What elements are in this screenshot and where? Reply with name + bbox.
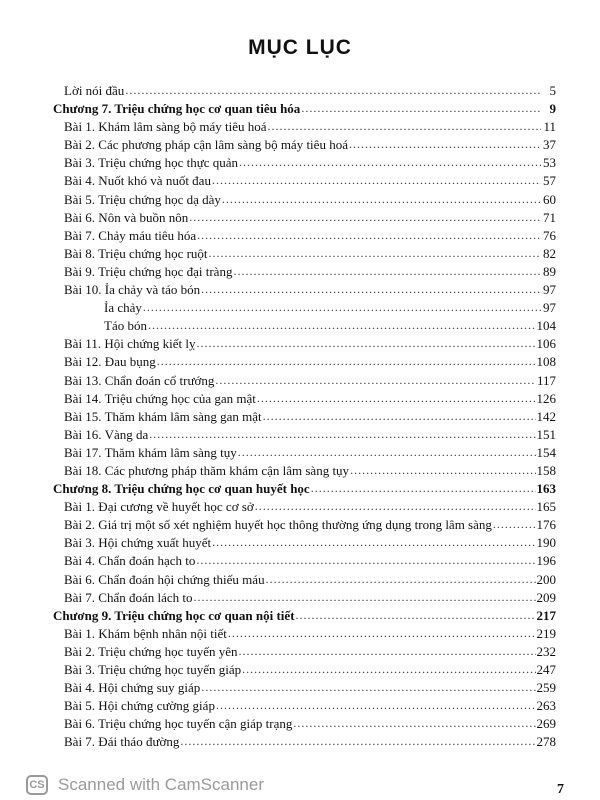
toc-label: Bài 10. Ỉa chảy và táo bón xyxy=(64,282,201,298)
toc-page-number: 11 xyxy=(543,119,556,135)
toc-leader-dots xyxy=(255,497,536,515)
toc-entry xyxy=(0,498,600,516)
toc-entry xyxy=(0,82,600,100)
toc-page-number: 247 xyxy=(536,662,556,677)
toc-label: Bài 17. Thăm khám lâm sàng tụy xyxy=(64,444,237,460)
toc-label: Bài 14. Triệu chứng học của gan mật xyxy=(64,390,256,406)
toc-entry xyxy=(0,209,600,227)
toc-label: Bài 5. Triệu chứng học dạ dày xyxy=(64,191,221,207)
toc-label: Bài 3. Hội chứng xuất huyết xyxy=(64,535,212,551)
toc-page-number: 158 xyxy=(536,462,556,478)
toc-label: Bài 4. Chẩn đoán hạch to xyxy=(64,553,196,569)
toc-leader-dots xyxy=(212,533,535,551)
toc-entry xyxy=(0,516,600,534)
toc-leader-dots xyxy=(301,99,541,117)
toc-leader-dots xyxy=(266,570,536,588)
toc-label: Bài 9. Triệu chứng học đại tràng xyxy=(64,263,233,279)
toc-label: Ỉa chảy xyxy=(104,300,142,316)
toc-label: Bài 6. Triệu chứng học tuyến cận giáp trạng xyxy=(64,716,293,732)
toc-page-number: 154 xyxy=(536,444,556,460)
toc-leader-dots xyxy=(239,153,541,171)
toc-entry xyxy=(0,571,600,589)
toc-leader-dots xyxy=(349,135,541,153)
toc-entry xyxy=(0,534,600,552)
toc-page-number: 108 xyxy=(536,354,556,370)
toc-entry xyxy=(0,426,600,444)
toc-page-number: 165 xyxy=(536,499,556,515)
toc-label: Bài 12. Đau bụng xyxy=(64,354,156,370)
toc-page-number: 9 xyxy=(549,101,556,117)
toc-page-number: 176 xyxy=(536,517,556,533)
toc-chapter xyxy=(0,607,600,625)
toc-page-number: 232 xyxy=(536,643,556,659)
toc-page-number: 89 xyxy=(543,263,556,279)
toc-page-number: 278 xyxy=(536,734,556,750)
toc-page-number: 126 xyxy=(536,390,556,406)
toc-leader-dots xyxy=(149,425,535,443)
toc-leader-dots xyxy=(257,389,536,407)
toc-page-number: 269 xyxy=(536,716,556,732)
toc-page-number: 104 xyxy=(536,318,556,334)
toc-label: Bài 2. Triệu chứng học tuyến yên xyxy=(64,643,238,659)
toc-leader-dots xyxy=(201,678,535,696)
toc-label: Táo bón xyxy=(104,318,147,334)
toc-leader-dots xyxy=(196,551,535,569)
toc-page-number: 71 xyxy=(543,209,556,225)
toc-label: Chương 8. Triệu chứng học cơ quan huyết học xyxy=(53,481,310,497)
toc-leader-dots xyxy=(311,479,536,497)
toc-page-number: 106 xyxy=(536,336,556,352)
toc-entry xyxy=(0,679,600,697)
toc-entry xyxy=(0,462,600,480)
toc-label: Bài 15. Thăm khám lâm sàng gan mật xyxy=(64,408,262,424)
toc-label: Bài 4. Nuốt khó và nuốt đau xyxy=(64,173,211,189)
toc-leader-dots xyxy=(242,660,535,678)
toc-leader-dots xyxy=(233,262,541,280)
toc-subentry xyxy=(0,299,600,317)
toc-label: Bài 6. Chẩn đoán hội chứng thiếu máu xyxy=(64,571,265,587)
toc-leader-dots xyxy=(216,696,536,714)
toc-label: Bài 2. Giá trị một số xét nghiệm huyết học thông thường ứng dụng trong lâm sàng xyxy=(64,517,492,533)
toc-label: Bài 7. Chẩn đoán lách to xyxy=(64,589,193,605)
toc-entry xyxy=(0,372,600,390)
toc-page-number: 196 xyxy=(536,553,556,569)
toc-label: Bài 2. Các phương pháp cận lâm sàng bộ máy tiêu hoá xyxy=(64,137,348,153)
toc-subentry xyxy=(0,317,600,335)
toc-page-number: 200 xyxy=(536,571,556,587)
toc-label: Bài 1. Đại cương về huyết học cơ sở xyxy=(64,499,254,515)
toc-leader-dots xyxy=(209,244,541,262)
toc-leader-dots xyxy=(189,208,541,226)
toc-entry xyxy=(0,227,600,245)
toc-leader-dots xyxy=(296,606,536,624)
toc-leader-dots xyxy=(197,334,536,352)
toc-entry xyxy=(0,589,600,607)
toc-label: Bài 11. Hội chứng kiết lỵ xyxy=(64,336,196,352)
toc-page-number: 163 xyxy=(536,481,556,497)
toc-label: Bài 16. Vàng da xyxy=(64,426,149,442)
toc-page-number: 97 xyxy=(543,282,556,298)
toc-page-number: 151 xyxy=(536,426,556,442)
toc-page-number: 82 xyxy=(543,245,556,261)
toc-entry xyxy=(0,661,600,679)
toc-label: Bài 3. Triệu chứng học thực quản xyxy=(64,155,239,171)
toc-page-number: 190 xyxy=(536,535,556,551)
toc-leader-dots xyxy=(201,280,541,298)
toc-label: Bài 5. Hội chứng cường giáp xyxy=(64,698,215,714)
toc-page-number: 217 xyxy=(536,607,556,623)
toc-leader-dots xyxy=(125,81,541,99)
toc-page-number: 209 xyxy=(536,589,556,605)
toc-entry xyxy=(0,281,600,299)
toc-label: Lời nói đầu xyxy=(64,83,125,98)
toc-leader-dots xyxy=(180,732,535,750)
toc-leader-dots xyxy=(268,117,541,135)
table-of-contents xyxy=(0,82,600,751)
toc-label: Bài 4. Hội chứng suy giáp xyxy=(64,680,201,696)
toc-page-number: 219 xyxy=(536,625,556,641)
toc-page-number: 76 xyxy=(543,227,556,243)
toc-leader-dots xyxy=(350,461,535,479)
toc-leader-dots xyxy=(493,515,536,533)
toc-chapter xyxy=(0,100,600,118)
toc-label: Chương 9. Triệu chứng học cơ quan nội tiết xyxy=(53,607,295,623)
toc-entry xyxy=(0,335,600,353)
toc-entry xyxy=(0,353,600,371)
toc-label: Bài 8. Triệu chứng học ruột xyxy=(64,245,208,261)
toc-leader-dots xyxy=(228,624,536,642)
toc-page-number: 117 xyxy=(536,372,556,388)
toc-leader-dots xyxy=(148,316,536,334)
toc-page-number: 263 xyxy=(536,698,556,714)
toc-label: Bài 3. Triệu chứng học tuyến giáp xyxy=(64,662,242,677)
toc-entry xyxy=(0,733,600,751)
toc-page-number: 37 xyxy=(543,137,556,153)
toc-label: Bài 18. Các phương pháp thăm khám cận lâm sàng tụy xyxy=(64,462,350,478)
toc-leader-dots xyxy=(222,190,541,208)
toc-leader-dots xyxy=(143,298,541,316)
toc-label: Bài 6. Nôn và buồn nôn xyxy=(64,209,189,225)
toc-entry xyxy=(0,552,600,570)
toc-chapter xyxy=(0,480,600,498)
scan-footer xyxy=(0,770,600,800)
toc-label: Bài 7. Chảy máu tiêu hóa xyxy=(64,227,197,243)
toc-entry xyxy=(0,697,600,715)
toc-leader-dots xyxy=(212,171,541,189)
toc-label: Bài 1. Khám bệnh nhân nội tiết xyxy=(64,625,227,641)
toc-label: Bài 1. Khám lâm sàng bộ máy tiêu hoá xyxy=(64,119,267,135)
toc-leader-dots xyxy=(215,371,536,389)
toc-entry xyxy=(0,625,600,643)
toc-entry xyxy=(0,408,600,426)
toc-label: Bài 7. Đái tháo đường xyxy=(64,734,180,750)
toc-entry xyxy=(0,263,600,281)
toc-entry xyxy=(0,118,600,136)
toc-page-number: 60 xyxy=(543,191,556,207)
toc-entry xyxy=(0,245,600,263)
scanner-watermark: Scanned with CamScanner xyxy=(58,775,265,794)
toc-page-number: 259 xyxy=(536,680,556,696)
toc-entry xyxy=(0,390,600,408)
page-number: 7 xyxy=(557,782,564,797)
page-title: MỤC LỤC xyxy=(248,36,352,59)
toc-page-number: 142 xyxy=(536,408,556,424)
toc-page-number: 53 xyxy=(543,155,556,171)
toc-entry xyxy=(0,444,600,462)
camscanner-logo-icon: CS xyxy=(26,775,48,795)
toc-leader-dots xyxy=(263,407,536,425)
toc-page-number: 97 xyxy=(543,300,556,316)
toc-leader-dots xyxy=(197,226,541,244)
toc-page-number: 57 xyxy=(543,173,556,189)
toc-leader-dots xyxy=(238,443,536,461)
toc-entry xyxy=(0,643,600,661)
toc-entry xyxy=(0,154,600,172)
toc-page-number: 5 xyxy=(549,83,556,98)
toc-leader-dots xyxy=(293,714,535,732)
toc-entry xyxy=(0,191,600,209)
toc-leader-dots xyxy=(194,588,536,606)
toc-leader-dots xyxy=(239,642,536,660)
toc-entry xyxy=(0,136,600,154)
toc-label: Chương 7. Triệu chứng học cơ quan tiêu hóa xyxy=(53,101,301,117)
toc-entry xyxy=(0,172,600,190)
toc-label: Bài 13. Chẩn đoán cổ trướng xyxy=(64,372,215,388)
toc-entry xyxy=(0,715,600,733)
toc-leader-dots xyxy=(157,352,536,370)
